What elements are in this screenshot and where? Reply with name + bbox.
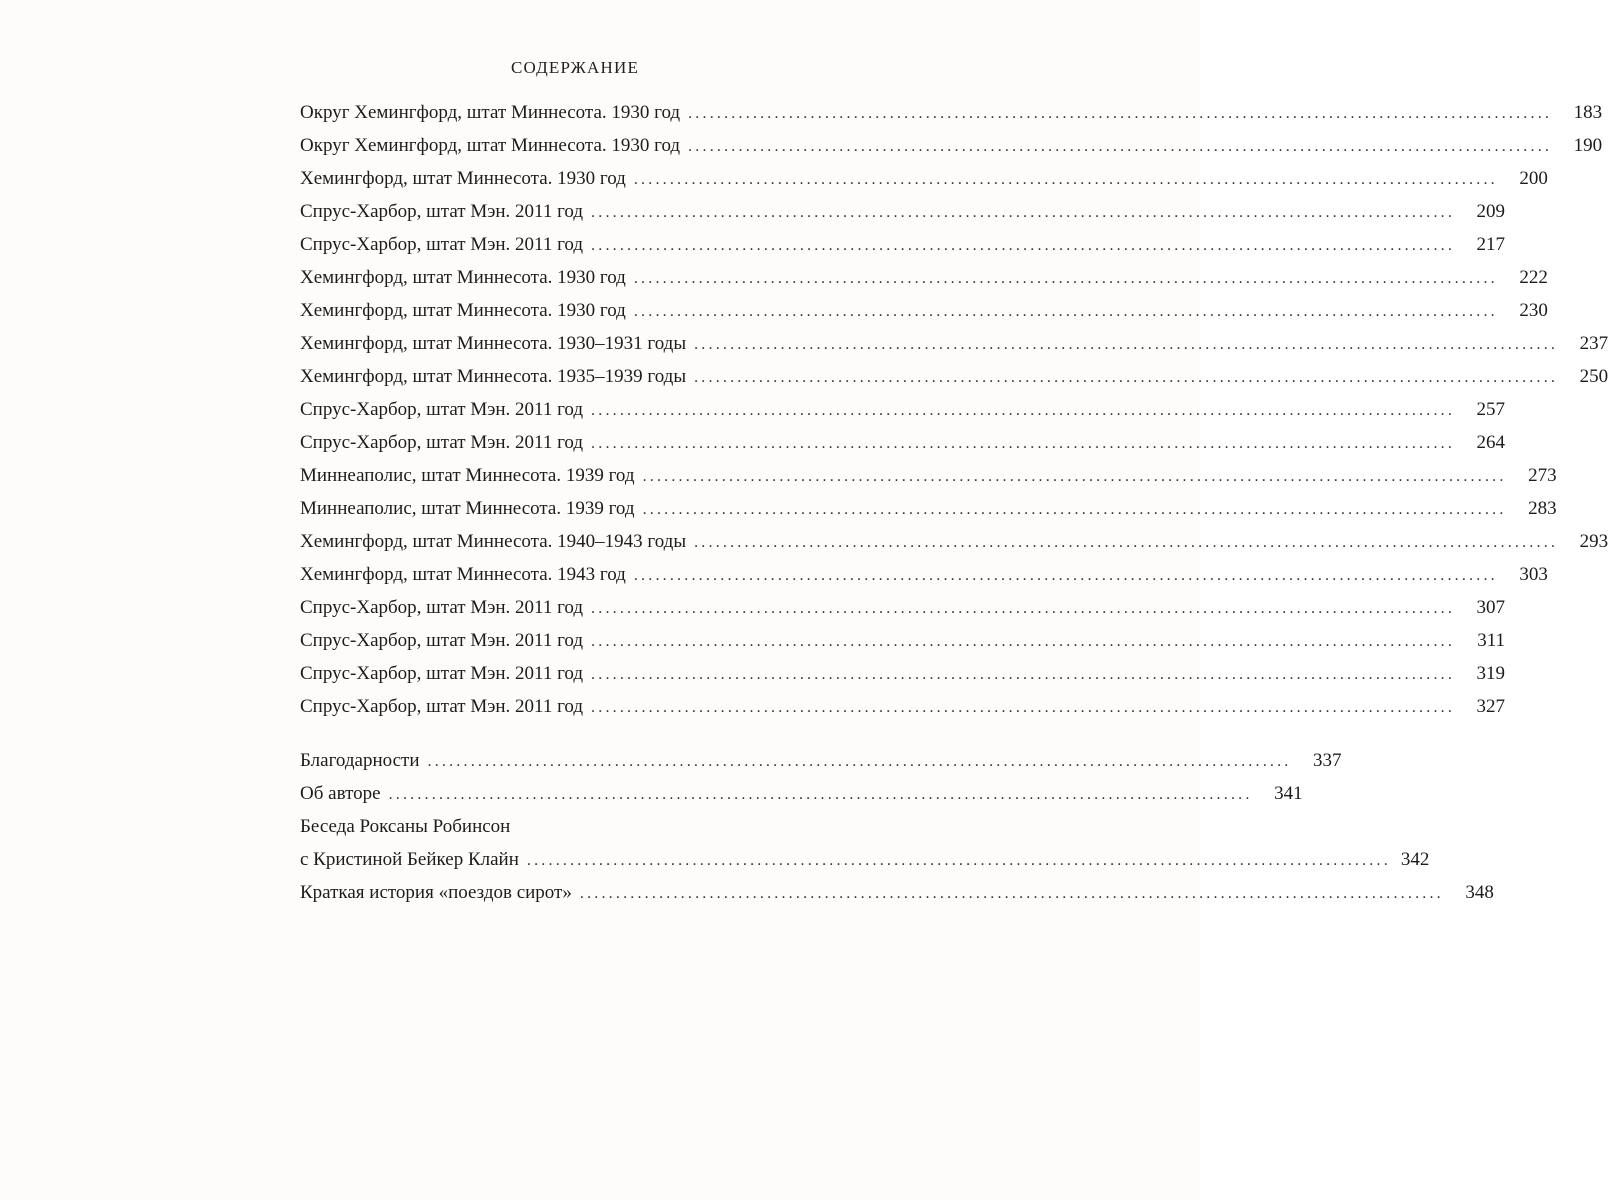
- dot-leader: ........................................................................................................................: [694, 336, 1559, 353]
- toc-entry-about-author: [300, 777, 1303, 810]
- toc-entry: [300, 327, 1608, 360]
- dot-leader: ........................................................................................................................: [642, 468, 1507, 485]
- toc-entry-page: 209: [1476, 201, 1506, 222]
- toc-entry-page: 183: [1573, 102, 1603, 123]
- toc-entry-page: 257: [1476, 399, 1506, 420]
- toc-entry: [300, 492, 1557, 525]
- contents-heading: СОДЕРЖАНИЕ: [510, 58, 640, 77]
- toc-entry: [300, 624, 1506, 657]
- toc-entry-title: Хемингфорд, штат Миннесота. 1943 год: [300, 564, 626, 585]
- toc-entry-page: 190: [1573, 135, 1603, 156]
- toc-entry-page: 217: [1476, 234, 1506, 255]
- dot-leader: ........................................................................................................................: [526, 852, 1391, 869]
- toc-entry-title-line1: Беседа Роксаны Робинсон: [300, 816, 511, 837]
- toc-entry-page: 222: [1519, 267, 1548, 288]
- dot-leader: ........................................................................................................................: [591, 204, 1456, 221]
- toc-entry-title: Спрус-Харбор, штат Мэн. 2011 год: [300, 696, 584, 717]
- toc-entry-title: Спрус-Харбор, штат Мэн. 2011 год: [300, 630, 584, 651]
- dot-leader: ........................................................................................................................: [591, 435, 1456, 452]
- toc-entry: [300, 360, 1608, 393]
- dot-leader: ........................................................................................................................: [591, 600, 1456, 617]
- toc-entry-title: Спрус-Харбор, штат Мэн. 2011 год: [300, 597, 584, 618]
- toc-entry-title: Об авторе: [300, 783, 381, 804]
- dot-leader: ........................................................................................................................: [591, 699, 1456, 716]
- toc-entry-title: Округ Хемингфорд, штат Миннесота. 1930 год: [300, 135, 681, 156]
- dot-leader: ........................................................................................................................: [688, 105, 1553, 122]
- toc-entry: [300, 690, 1506, 723]
- toc-entry-page: 337: [1313, 750, 1342, 771]
- toc-entry-title: Миннеаполис, штат Миннесота. 1939 год: [300, 498, 635, 519]
- toc-entry-acknowledgements: [300, 744, 1342, 777]
- toc-entry-title: Хемингфорд, штат Миннесота. 1940–1943 годы: [300, 531, 687, 552]
- dot-leader: ........................................................................................................................: [579, 885, 1444, 902]
- toc-entry-page: 283: [1528, 498, 1557, 519]
- toc-entry-title: Спрус-Харбор, штат Мэн. 2011 год: [300, 201, 584, 222]
- toc-entry: [300, 558, 1548, 591]
- dot-leader: ........................................................................................................................: [688, 138, 1553, 155]
- dot-leader: ........................................................................................................................: [642, 501, 1507, 518]
- toc-entry-title: Хемингфорд, штат Миннесота. 1930 год: [300, 267, 626, 288]
- toc-entry-page: 293: [1579, 531, 1608, 552]
- toc-entry: [300, 162, 1548, 195]
- dot-leader: ........................................................................................................................: [694, 534, 1559, 551]
- toc-entry: [300, 525, 1608, 558]
- toc-entry: [300, 261, 1548, 294]
- dot-leader: ........................................................................................................................: [591, 633, 1456, 650]
- dot-leader: ........................................................................................................................: [633, 567, 1498, 584]
- toc-entry-title: Благодарности: [300, 750, 420, 771]
- toc-entry-page: 327: [1476, 696, 1506, 717]
- toc-entry: [300, 426, 1506, 459]
- toc-entry-page: 250: [1579, 366, 1608, 387]
- toc-entry-title: Округ Хемингфорд, штат Миннесота. 1930 год: [300, 102, 681, 123]
- toc-entry-page: 348: [1465, 882, 1494, 903]
- toc-entry: [300, 195, 1506, 228]
- toc-entry-title: Хемингфорд, штат Миннесота. 1935–1939 годы: [300, 366, 687, 387]
- toc-entry-page: 237: [1579, 333, 1608, 354]
- toc-entry: [300, 228, 1506, 261]
- toc-entry-page: 264: [1476, 432, 1506, 453]
- table-of-contents: [300, 96, 1608, 909]
- dot-leader: ........................................................................................................................: [694, 369, 1559, 386]
- toc-entry-page: 311: [1477, 630, 1506, 651]
- toc-entry-page: 200: [1519, 168, 1548, 189]
- toc-entry-title: Краткая история «поездов сирот»: [300, 882, 572, 903]
- toc-entry-page: 303: [1519, 564, 1548, 585]
- toc-entry: [300, 591, 1506, 624]
- toc-entry-title: Хемингфорд, штат Миннесота. 1930–1931 годы: [300, 333, 687, 354]
- toc-entry-page: 307: [1476, 597, 1506, 618]
- toc-entry-title: Хемингфорд, штат Миннесота. 1930 год: [300, 168, 626, 189]
- toc-entry-title: Хемингфорд, штат Миннесота. 1930 год: [300, 300, 626, 321]
- toc-entry-page: 230: [1519, 300, 1548, 321]
- toc-entry-history: [300, 876, 1494, 909]
- toc-entry: [300, 96, 1603, 129]
- dot-leader: ........................................................................................................................: [633, 270, 1498, 287]
- toc-entry: [300, 459, 1557, 492]
- toc-entry-page: 341: [1274, 783, 1303, 804]
- toc-entry-title: Миннеаполис, штат Миннесота. 1939 год: [300, 465, 635, 486]
- toc-entry-page: 342: [1400, 849, 1430, 870]
- toc-entry: [300, 657, 1506, 690]
- dot-leader: ........................................................................................................................: [633, 303, 1498, 320]
- toc-entry-title-line2: с Кристиной Бейкер Клайн: [300, 849, 519, 870]
- dot-leader: ........................................................................................................................: [388, 786, 1253, 803]
- dot-leader: ........................................................................................................................: [591, 402, 1456, 419]
- dot-leader: ........................................................................................................................: [427, 753, 1292, 770]
- toc-entry: [300, 294, 1548, 327]
- dot-leader: ........................................................................................................................: [633, 171, 1498, 188]
- toc-entry-page: 319: [1476, 663, 1506, 684]
- toc-entry: [300, 393, 1506, 426]
- toc-entry-title: Спрус-Харбор, штат Мэн. 2011 год: [300, 432, 584, 453]
- toc-entry-title: Спрус-Харбор, штат Мэн. 2011 год: [300, 663, 584, 684]
- dot-leader: ........................................................................................................................: [591, 237, 1456, 254]
- toc-entry-title: Спрус-Харбор, штат Мэн. 2011 год: [300, 399, 584, 420]
- toc-entry-title: Спрус-Харбор, штат Мэн. 2011 год: [300, 234, 584, 255]
- dot-leader: ........................................................................................................................: [591, 666, 1456, 683]
- toc-entry-conversation: [300, 810, 1430, 876]
- toc-entry: [300, 129, 1603, 162]
- toc-entry-page: 273: [1528, 465, 1557, 486]
